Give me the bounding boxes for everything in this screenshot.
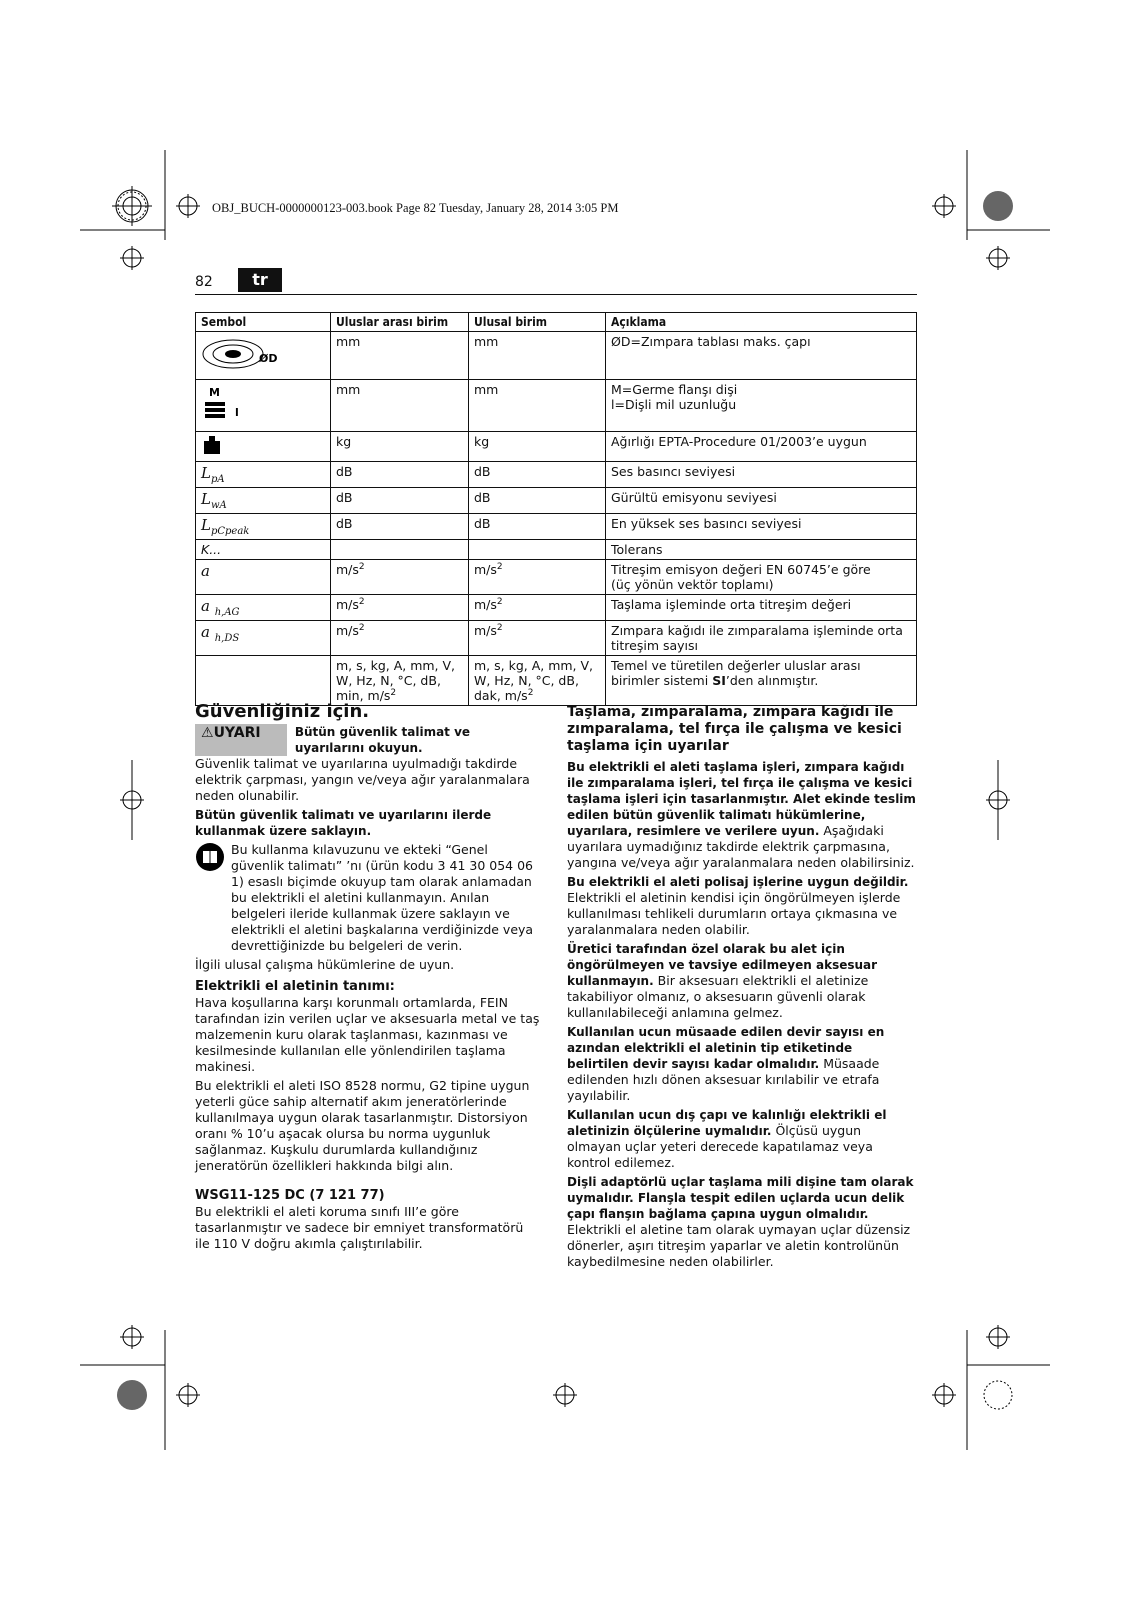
table-cell (196, 656, 331, 706)
manual-text: Bu kullanma kılavuzunu ve ekteki “Genel güvenlik talimatı” ’nı (ürün kodu 3 41 30 054 06 1) esaslı biçimde okuyup tam olarak anlamadan bu elektrikli el aletini kullanmayın. Anılan belgeleri ileride kullanmak üzere saklayın ve elektrikli el aletini başkalarına verdiğinizde veya devrettiğinizde bu belgeleri de verin. (231, 842, 534, 953)
table-cell: ØD=Zımpara tablası maks. çapı (606, 332, 917, 380)
table-cell: $m/s^2$ (469, 595, 606, 621)
symbol-a-h-ds: a $_{h,DS}$ (196, 621, 331, 656)
model-text: Bu elektrikli el aleti koruma sınıfı III’e göre tasarlanmıştır ve sadece bir emniyet transformatörü ile 110 V doğru akımla çalıştırılabilir. (195, 1204, 524, 1251)
warning-icon: ⚠ (201, 725, 214, 741)
table-cell: M=Germe flanşı dişi l=Dişli mil uzunluğu (606, 380, 917, 432)
disc-diameter-icon (196, 332, 331, 380)
section-title: Güvenliğiniz için. (195, 701, 370, 722)
table-cell: kg (469, 432, 606, 462)
symbol-a-h-ag: a $_{h,AG}$ (196, 595, 331, 621)
table-cell: mm (469, 380, 606, 432)
table-cell: Titreşim emisyon değeri EN 60745’e göre (üç yönün vektör toplamı) (606, 560, 917, 595)
table-row (196, 621, 917, 656)
weight-icon (196, 432, 331, 462)
model-title: WSG11-125 DC (7 121 77) (195, 1188, 385, 1203)
book-header: OBJ_BUCH-0000000123-003.book Page 82 Tuesday, January 28, 2014 3:05 PM (212, 201, 619, 215)
warning-paragraph: Üretici tarafından özel olarak bu alet için öngörülmeyen ve tavsiye edilmeyen aksesuar kullanmayın. Bir aksesuarı elektrikli el aletinize takabiliyor olmanız, o aksesuarın güvenli olarak kullanılabileceği anlamına gelmez. (567, 942, 878, 1020)
svg-text:l: l (235, 406, 239, 419)
table-cell (469, 540, 606, 560)
svg-text:M: M (209, 386, 220, 399)
symbol-lpcpeak: $L_{pCpeak}$ (196, 514, 331, 540)
table-cell: Tolerans (606, 540, 917, 560)
symbol-lwa: $L_{wA}$ (196, 488, 331, 514)
language-tag: tr (238, 268, 282, 292)
table-header-row (196, 313, 917, 332)
table-cell: dB (469, 488, 606, 514)
read-manual-icon (195, 842, 225, 872)
table-cell: mm (331, 332, 469, 380)
description-p1: Hava koşullarına karşı korunmalı ortamlarda, FEIN tarafından izin verilen uçlar ve aksesuarla metal ve taş malzemenin kuru olarak taşlanması, kazınması ve kesilmesinde kullanılan elle yönlendirilen taşlama makinesi. (195, 995, 540, 1074)
table-header: Ulusal birim (469, 313, 606, 332)
table-row (196, 488, 917, 514)
table-row (196, 595, 917, 621)
page-number: 82 (195, 274, 213, 290)
warning-paragraph: Dişli adaptörlü uçlar taşlama mili dişine tam olarak uymalıdır. Flanşla tespit edilen uçlarda ucun delik çapı flanşın bağlama çapına uygun olmalıdır. Elektrikli el aletine tam olarak uymayan uçlar düzensiz dönerler, aşırı titreşim yaparlar ve aletin kontrolünün kaybedilmesine neden olabilirler. (567, 1175, 914, 1269)
left-column (195, 701, 540, 1255)
table-cell: $m/s^2$ (331, 595, 469, 621)
table-header: Uluslar arası birim (331, 313, 469, 332)
table-cell: Zımpara kağıdı ile zımparalama işleminde orta titreşim sayısı (606, 621, 917, 656)
warning-bold: Bütün güvenlik talimat ve uyarılarını okuyun. (294, 725, 471, 755)
warning-badge (195, 724, 287, 756)
warning-text: Güvenlik talimat ve uyarılarına uyulmadığı takdirde elektrik çarpması, yangın ve/veya ağır yaralanmalara neden olunabilir. (195, 756, 530, 803)
header-rule (195, 294, 917, 295)
table-cell: m, s, kg, A, mm, V, W, Hz, N, °C, dB, min, $m/s^2$ (331, 656, 469, 706)
warning-row (195, 724, 540, 756)
national-rules: İlgili ulusal çalışma hükümlerine de uyun. (195, 957, 455, 972)
symbol-a: a (196, 560, 331, 595)
symbol-lpa: $L_{pA}$ (196, 462, 331, 488)
table-row (196, 462, 917, 488)
warning-paragraph: Bu elektrikli el aleti polisaj işlerine uygun değildir. Elektrikli el aletinin kendisi için öngörülmeyen işlerde kullanılması tehlikeli durumların ortaya çıkmasına ve yaralanmalara neden olabilir. (567, 875, 909, 937)
table-cell: dB (331, 462, 469, 488)
warning-label: UYARI (213, 725, 261, 741)
table-cell: Temel ve türetilen değerler uluslar arası birimler sistemi SI’den alınmıştır. (606, 656, 917, 706)
table-row (196, 560, 917, 595)
table-cell: mm (331, 380, 469, 432)
table-cell: Taşlama işleminde orta titreşim değeri (606, 595, 917, 621)
table-cell: En yüksek ses basıncı seviyesi (606, 514, 917, 540)
flange-thread-icon (196, 380, 331, 432)
description-title: Elektrikli el aletinin tanımı: (195, 979, 395, 994)
table-cell: m, s, kg, A, mm, V, W, Hz, N, °C, dB, dak, $m/s^2$ (469, 656, 606, 706)
keep-instructions: Bütün güvenlik talimatı ve uyarılarını ilerde kullanmak üzere saklayın. (195, 808, 492, 838)
table-cell: Ses basıncı seviyesi (606, 462, 917, 488)
table-cell: dB (469, 514, 606, 540)
table-row (196, 332, 917, 380)
table-row (196, 380, 917, 432)
right-section-title: Taşlama, zımparalama, zımpara kağıdı ile zımparalama, tel fırça ile çalışma ve kesici taşlama için uyarılar (567, 704, 902, 754)
table-row (196, 432, 917, 462)
svg-text:ØD: ØD (259, 352, 278, 365)
table-cell: Ağırlığı EPTA-Procedure 01/2003’e uygun (606, 432, 917, 462)
table-row (196, 656, 917, 706)
table-cell: $m/s^2$ (469, 560, 606, 595)
manual-block (195, 842, 540, 957)
table-cell: $m/s^2$ (469, 621, 606, 656)
description-p2: Bu elektrikli el aleti ISO 8528 normu, G2 tipine uygun yeterli güce sahip alternatif akım jeneratörlerinde kullanılmaya uygun olarak tasarlanmıştır. Distorsiyon oranı % 10’u aşacak olursa bu norma uygunluk sağlanmaz. Kuşkulu durumlarda kullandığınız jeneratörün özellikleri hakkında bilgi alın. (195, 1078, 530, 1173)
table-cell: mm (469, 332, 606, 380)
right-column (567, 704, 917, 1273)
table-cell: dB (469, 462, 606, 488)
table-cell: $m/s^2$ (331, 560, 469, 595)
table-header: Sembol (196, 313, 331, 332)
table-cell (331, 540, 469, 560)
table-row (196, 540, 917, 560)
table-header: Açıklama (606, 313, 917, 332)
table-cell: $m/s^2$ (331, 621, 469, 656)
table-cell: kg (331, 432, 469, 462)
table-cell: dB (331, 488, 469, 514)
symbol-k: K... (196, 540, 331, 560)
warning-paragraph: Kullanılan ucun müsaade edilen devir sayısı en azından elektrikli el aletinin tip etiketinde belirtilen devir sayısı kadar olmalıdır. Müsaade edilenden hızlı dönen aksesuar kırılabilir ve etrafa yayılabilir. (567, 1025, 885, 1103)
symbol-table (195, 312, 917, 706)
table-cell: Gürültü emisyonu seviyesi (606, 488, 917, 514)
table-row (196, 514, 917, 540)
warning-paragraph: Kullanılan ucun dış çapı ve kalınlığı elektrikli el aletinizin ölçülerine uymalıdır. Ölçüsü uygun olmayan uçlar yeteri derecede kapatılamaz veya kontrol edilemez. (567, 1108, 887, 1170)
table-cell: dB (331, 514, 469, 540)
warning-paragraph: Bu elektrikli el aleti taşlama işleri, zımpara kağıdı ile zımparalama işleri, tel fırça ile çalışma ve kesici taşlama işleri için tasarlanmıştır. Alet ekinde teslim edilen bütün güvenlik talimatı hükümlerine, uyarılara, resimlere ve verilere uyun. Aşağıdaki uyarılara uymadığınız takdirde elektrik çarpmasına, yangına ve/veya ağır yaralanmalara neden olabilirsiniz. (567, 760, 916, 870)
